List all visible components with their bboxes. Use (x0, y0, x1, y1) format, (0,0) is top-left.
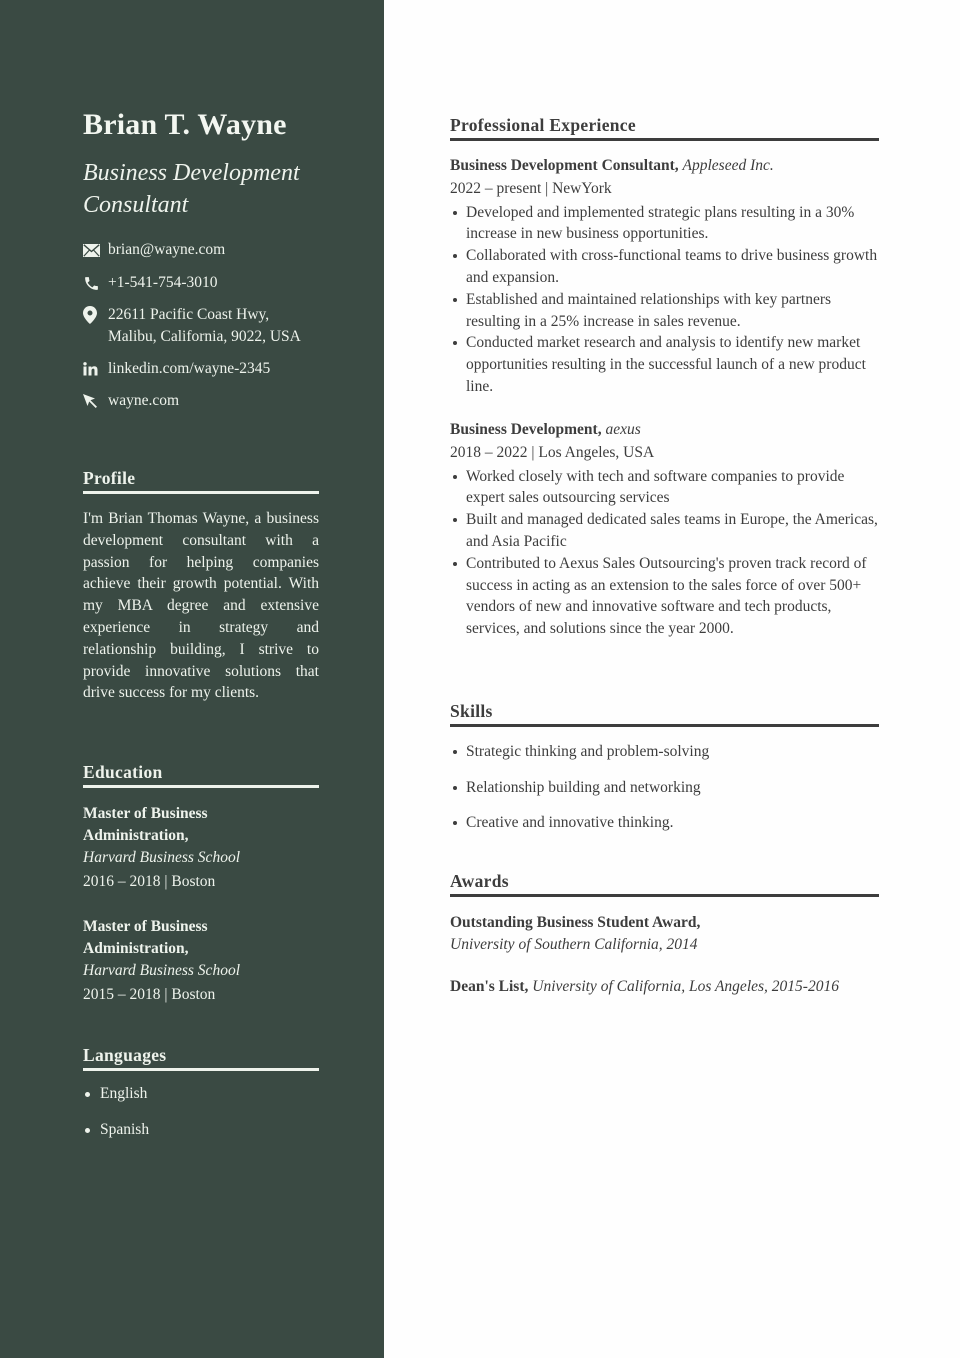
contact-address (83, 304, 301, 348)
job-meta: 2022 – present | NewYork (450, 179, 612, 197)
award-detail: University of California, Los Angeles, 2015-2016 (532, 978, 839, 995)
degree: Master of Business (83, 805, 208, 822)
job-bullet: Built and managed dedicated sales teams in Europe, the Americas, and Asia Pacific (450, 509, 879, 553)
experience-heading: Professional Experience (450, 115, 879, 141)
degree: Administration, (83, 940, 189, 957)
skill-item: Relationship building and networking (450, 777, 879, 799)
address-line-1: 22611 Pacific Coast Hwy, (108, 306, 270, 323)
education-heading: Education (83, 762, 319, 788)
award-item (450, 912, 890, 956)
skills-list (450, 741, 879, 848)
bullet-icon (85, 1092, 90, 1097)
school: Harvard Business School (83, 962, 240, 979)
job-bullet: Conducted market research and analysis to identify new market opportunities resulting in the successful launch of a new product line. (450, 332, 879, 397)
linkedin-icon (83, 358, 108, 380)
skill-item: Creative and innovative thinking. (450, 812, 879, 834)
job-bullet: Collaborated with cross-functional teams to drive business growth and expansion. (450, 245, 879, 289)
language-item (83, 1083, 149, 1105)
languages-list (83, 1083, 149, 1155)
job-bullet: Contributed to Aexus Sales Outsourcing's proven track record of success in acting as an extension to the sales force of over 500+ vendors of new and innovative software and tech products, services, and solutions since the year 2000. (450, 553, 879, 640)
location-pin-icon (83, 304, 108, 326)
skill-item: Strategic thinking and problem-solving (450, 741, 879, 763)
language-label: Spanish (100, 1121, 150, 1138)
skills-heading: Skills (450, 701, 879, 727)
job-role: Business Development Consultant, (450, 157, 679, 174)
job-entry (450, 419, 879, 640)
linkedin-link[interactable]: linkedin.com/wayne-2345 (108, 360, 271, 377)
education-dates: 2015 – 2018 | Boston (83, 986, 216, 1003)
award-item (450, 976, 890, 998)
degree: Master of Business (83, 918, 208, 935)
phone-icon (83, 272, 108, 294)
address (108, 304, 301, 348)
awards-heading: Awards (450, 871, 879, 897)
profile-heading: Profile (83, 468, 319, 494)
award-name: Outstanding Business Student Award, (450, 914, 701, 931)
contact-website (83, 390, 179, 412)
award-detail: University of Southern California, 2014 (450, 936, 698, 953)
contact-phone (83, 272, 217, 294)
job-company: Appleseed Inc. (682, 157, 774, 174)
website-link[interactable]: wayne.com (108, 392, 180, 409)
job-company: aexus (605, 421, 641, 438)
languages-heading: Languages (83, 1045, 319, 1071)
job-bullet: Developed and implemented strategic plans resulting in a 30% increase in new business opportunities. (450, 202, 879, 246)
education-item (83, 916, 319, 1006)
envelope-icon (83, 239, 108, 261)
contact-email (83, 239, 225, 261)
school: Harvard Business School (83, 849, 240, 866)
award-name: Dean's List, (450, 978, 529, 995)
cursor-icon (83, 390, 108, 412)
language-item (83, 1119, 149, 1141)
language-label: English (100, 1085, 148, 1102)
degree: Administration, (83, 827, 189, 844)
job-bullets (450, 202, 879, 398)
candidate-name: Brian T. Wayne (83, 108, 287, 141)
phone-number[interactable]: +1-541-754-3010 (108, 274, 218, 291)
contact-linkedin (83, 358, 270, 380)
job-bullets (450, 466, 879, 640)
job-bullet: Established and maintained relationships with key partners resulting in a 25% increase in sales revenue. (450, 289, 879, 333)
profile-summary: I'm Brian Thomas Wayne, a business development consultant with a passion for helping companies achieve their growth potential. With my MBA degree and extensive experience in strategy and relationship building, I strive to provide innovative solutions that drive success for my clients. (83, 510, 319, 702)
job-bullet: Worked closely with tech and software companies to provide expert sales outsourcing services (450, 466, 879, 510)
address-line-2: Malibu, California, 9022, USA (108, 328, 301, 345)
bullet-icon (85, 1128, 90, 1133)
education-item (83, 803, 319, 893)
job-role: Business Development, (450, 421, 602, 438)
email-link[interactable]: brian@wayne.com (108, 241, 226, 258)
job-entry (450, 155, 879, 398)
job-meta: 2018 – 2022 | Los Angeles, USA (450, 443, 655, 461)
candidate-title: Business Development Consultant (83, 160, 300, 218)
sidebar (0, 0, 384, 1358)
education-dates: 2016 – 2018 | Boston (83, 873, 216, 890)
